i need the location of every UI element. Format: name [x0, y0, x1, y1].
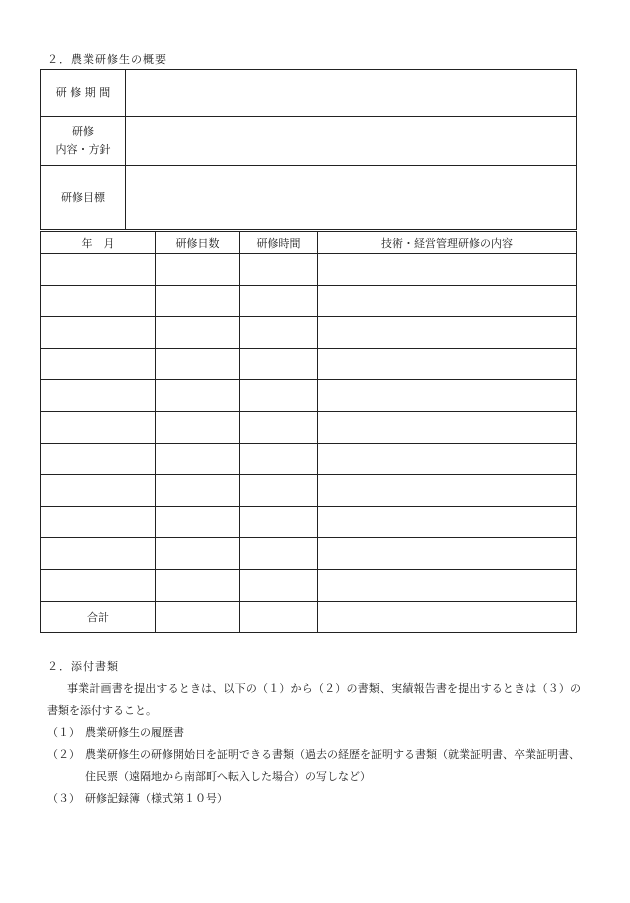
- goal-label: 研修目標: [41, 166, 126, 230]
- content-cell[interactable]: [318, 317, 577, 349]
- year-month-cell[interactable]: [41, 475, 156, 507]
- header-hours: 研修時間: [240, 232, 318, 254]
- section-heading-overview: ２．農業研修生の概要: [47, 53, 167, 66]
- days-cell[interactable]: [156, 443, 240, 475]
- total-label: 合計: [41, 601, 156, 632]
- table-row: [41, 506, 577, 538]
- period-label: 研 修 期 間: [41, 70, 126, 117]
- table-row: [41, 285, 577, 317]
- hours-cell[interactable]: [240, 254, 318, 286]
- year-month-cell[interactable]: [41, 538, 156, 570]
- days-cell[interactable]: [156, 569, 240, 601]
- days-cell[interactable]: [156, 380, 240, 412]
- header-content: 技術・経営管理研修の内容: [318, 232, 577, 254]
- year-month-cell[interactable]: [41, 254, 156, 286]
- hours-cell[interactable]: [240, 411, 318, 443]
- attachment-item: [47, 744, 587, 788]
- attachment-item-text: 農業研修生の履歴書: [85, 726, 184, 739]
- total-hours-cell[interactable]: [240, 601, 318, 632]
- table-row: [41, 569, 577, 601]
- attachments-title: ２．添付書類: [47, 660, 119, 673]
- days-cell[interactable]: [156, 475, 240, 507]
- table-row: [41, 317, 577, 349]
- hours-cell[interactable]: [240, 538, 318, 570]
- table-row: [41, 475, 577, 507]
- year-month-cell[interactable]: [41, 569, 156, 601]
- year-month-cell[interactable]: [41, 285, 156, 317]
- attachment-item: [47, 722, 587, 744]
- days-cell[interactable]: [156, 254, 240, 286]
- content-cell[interactable]: [318, 380, 577, 412]
- total-row: [41, 601, 577, 632]
- hours-cell[interactable]: [240, 380, 318, 412]
- content-field[interactable]: [126, 117, 577, 166]
- attachments-intro: 事業計画書を提出するときは、以下の（１）から（２）の書類、実績報告書を提出するときは（３）の書類を添付すること。: [47, 682, 581, 717]
- attachment-item-number: （２）: [47, 748, 80, 761]
- days-cell[interactable]: [156, 506, 240, 538]
- content-cell[interactable]: [318, 475, 577, 507]
- hours-cell[interactable]: [240, 285, 318, 317]
- table-header-row: [41, 232, 577, 254]
- attachment-item: [47, 788, 587, 810]
- period-field[interactable]: [126, 70, 577, 117]
- table-row: [41, 538, 577, 570]
- hours-cell[interactable]: [240, 348, 318, 380]
- table-row: [41, 348, 577, 380]
- attachments-section: [47, 656, 587, 810]
- attachment-item-number: （３）: [47, 792, 80, 805]
- content-cell[interactable]: [318, 348, 577, 380]
- days-cell[interactable]: [156, 411, 240, 443]
- header-days: 研修日数: [156, 232, 240, 254]
- attachment-item-text: 研修記録簿（様式第１０号）: [85, 792, 228, 805]
- days-cell[interactable]: [156, 317, 240, 349]
- training-record-table: [40, 231, 577, 633]
- table-row: [41, 254, 577, 286]
- content-cell[interactable]: [318, 538, 577, 570]
- content-label: [41, 117, 126, 166]
- hours-cell[interactable]: [240, 443, 318, 475]
- table-row: [41, 380, 577, 412]
- content-cell[interactable]: [318, 569, 577, 601]
- hours-cell[interactable]: [240, 506, 318, 538]
- hours-cell[interactable]: [240, 569, 318, 601]
- total-days-cell[interactable]: [156, 601, 240, 632]
- goal-field[interactable]: [126, 166, 577, 230]
- content-cell[interactable]: [318, 254, 577, 286]
- year-month-cell[interactable]: [41, 380, 156, 412]
- attachment-item-number: （１）: [47, 726, 80, 739]
- year-month-cell[interactable]: [41, 348, 156, 380]
- days-cell[interactable]: [156, 538, 240, 570]
- table-row: [41, 443, 577, 475]
- table-row: [41, 411, 577, 443]
- overview-table: [40, 69, 577, 230]
- hours-cell[interactable]: [240, 475, 318, 507]
- header-year-month: 年 月: [41, 232, 156, 254]
- content-cell[interactable]: [318, 285, 577, 317]
- year-month-cell[interactable]: [41, 411, 156, 443]
- content-cell[interactable]: [318, 411, 577, 443]
- attachment-item-text: 農業研修生の研修開始日を証明できる書類（過去の経歴を証明する書類（就業証明書、卒業証明書、住民票（遠隔地から南部町へ転入した場合）の写しなど）: [85, 748, 580, 783]
- year-month-cell[interactable]: [41, 317, 156, 349]
- content-label-line2: 内容・方針: [55, 143, 111, 156]
- content-label-line1: 研修: [72, 125, 94, 138]
- hours-cell[interactable]: [240, 317, 318, 349]
- days-cell[interactable]: [156, 348, 240, 380]
- year-month-cell[interactable]: [41, 506, 156, 538]
- days-cell[interactable]: [156, 285, 240, 317]
- total-content-cell[interactable]: [318, 601, 577, 632]
- content-cell[interactable]: [318, 506, 577, 538]
- year-month-cell[interactable]: [41, 443, 156, 475]
- content-cell[interactable]: [318, 443, 577, 475]
